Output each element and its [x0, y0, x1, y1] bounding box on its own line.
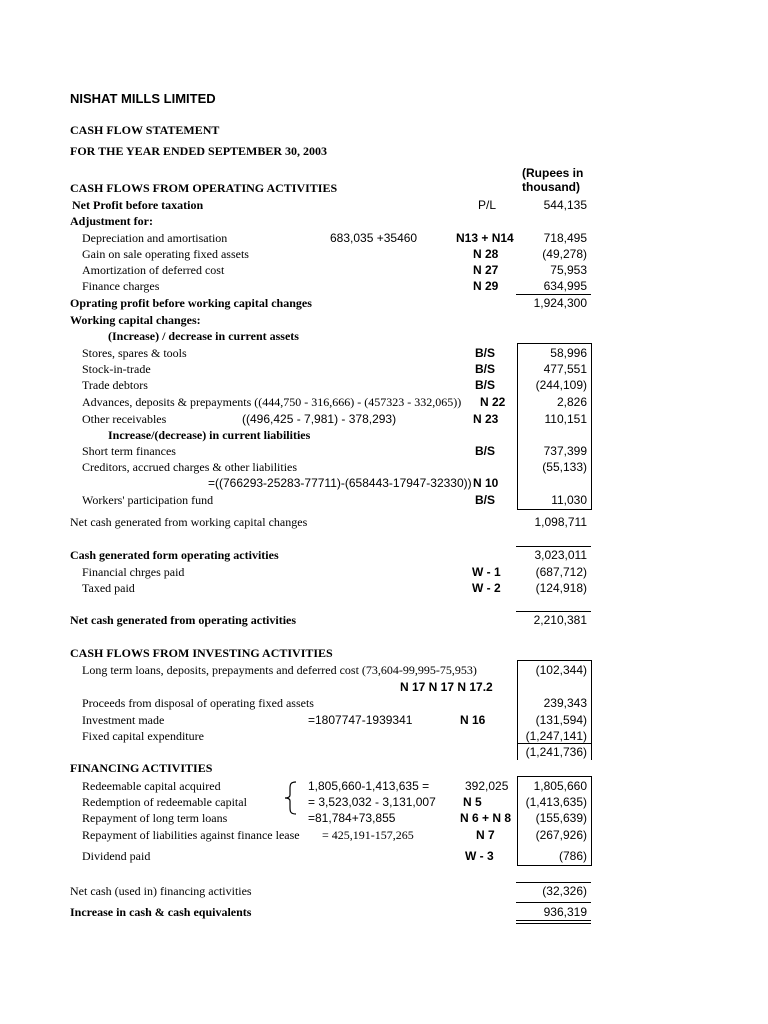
fin-charges-paid-ref: W - 1	[472, 565, 501, 579]
stock-ref: B/S	[475, 362, 496, 376]
dividend-ref: W - 3	[465, 849, 494, 863]
increase-cash-label: Increase in cash & cash equivalents	[70, 905, 252, 919]
subtotal-rule	[516, 294, 591, 295]
net-profit-ref: P/L	[478, 198, 497, 212]
double-rule-top	[516, 920, 591, 921]
gain-sale-ref: N 28	[473, 247, 499, 261]
gain-sale-label: Gain on sale operating fixed assets	[82, 247, 249, 261]
investing-heading: CASH FLOWS FROM INVESTING ACTIVITIES	[70, 646, 333, 660]
unit-label-line2: thousand)	[522, 180, 580, 194]
taxes-paid-ref: W - 2	[472, 581, 501, 595]
operating-profit-label: Oprating profit before working capital changes	[70, 296, 312, 310]
taxes-paid-label: Taxed paid	[82, 581, 135, 595]
redeemable-acq-extra: 392,025	[465, 779, 509, 793]
cash-generated-rule	[516, 546, 591, 547]
redeemable-acq-calc: 1,805,660-1,413,635 =	[308, 779, 430, 793]
net-financing-label: Net cash (used in) financing activities	[70, 884, 252, 898]
amortization-label: Amortization of deferred cost	[82, 263, 225, 277]
amortization-ref: N 27	[473, 263, 499, 277]
workers-value: 11,030	[551, 493, 587, 507]
investment-ref: N 16	[460, 713, 486, 727]
wc-heading: Working capital changes:	[70, 313, 201, 327]
stores-ref: B/S	[475, 346, 496, 360]
net-financing-rule	[516, 882, 591, 883]
net-financing-value: (32,326)	[542, 884, 587, 898]
redeemable-acq-label: Redeemable capital acquired	[82, 779, 221, 793]
depreciation-value: 718,495	[543, 231, 587, 245]
other-receivables-value: 110,151	[544, 412, 587, 426]
depreciation-ref: N13 + N14	[456, 231, 514, 245]
workers-ref: B/S	[475, 493, 496, 507]
workers-label: Workers' participation fund	[82, 493, 214, 507]
net-wc-label: Net cash generated from working capital changes	[70, 515, 308, 529]
advances-ref: N 22	[480, 395, 506, 409]
investment-value: (131,594)	[535, 713, 587, 727]
amortization-value: 75,953	[550, 263, 587, 277]
repayment-lease-ref: N 7	[476, 828, 495, 842]
short-term-value: 737,399	[543, 444, 587, 458]
gain-sale-value: (49,278)	[542, 247, 587, 261]
long-term-loans-refs: N 17 N 17 N 17.2	[400, 680, 493, 694]
stock-label: Stock-in-trade	[82, 362, 151, 376]
dividend-value: (786)	[558, 849, 587, 863]
redemption-value: (1,413,635)	[525, 795, 587, 809]
finance-charges-value: 634,995	[543, 279, 587, 293]
financing-heading: FINANCING ACTIVITIES	[70, 761, 213, 775]
statement-period: FOR THE YEAR ENDED SEPTEMBER 30, 2003	[70, 144, 328, 158]
other-receivables-ref: N 23	[473, 412, 499, 426]
double-rule-bottom	[516, 923, 591, 924]
repayment-ltl-label: Repayment of long term loans	[82, 811, 228, 825]
long-term-loans-value: (102,344)	[535, 663, 587, 677]
repayment-lease-value: (267,926)	[535, 828, 587, 842]
fin-charges-paid-label: Financial chrges paid	[82, 565, 185, 579]
net-operating-value: 2,210,381	[533, 613, 587, 627]
repayment-ltl-calc: =81,784+73,855	[308, 811, 396, 825]
other-receivables-label: Other receivables	[82, 412, 167, 426]
cash-generated-label: Cash generated form operating activities	[70, 548, 279, 562]
redemption-calc: = 3,523,032 - 3,131,007	[308, 795, 436, 809]
depreciation-calc: 683,035 +35460	[330, 231, 418, 245]
net-profit-label: Net Profit before taxation	[72, 198, 204, 212]
statement-title: CASH FLOW STATEMENT	[70, 123, 220, 137]
cash-generated-value: 3,023,011	[534, 548, 587, 562]
investing-total-rule	[517, 743, 592, 744]
investing-total-value: (1,241,736)	[525, 745, 587, 759]
capex-value: (1,247,141)	[525, 729, 587, 743]
redemption-ref: N 5	[463, 795, 482, 809]
repayment-ltl-value: (155,639)	[535, 811, 587, 825]
adjustment-heading: Adjustment for:	[70, 214, 153, 228]
creditors-calc: =((766293-25283-77711)-(658443-17947-32330))	[208, 476, 472, 490]
net-profit-value: 544,135	[543, 198, 587, 212]
proceeds-value: 239,343	[543, 696, 587, 710]
unit-label-line1: (Rupees in	[522, 166, 584, 180]
company-name: NISHAT MILLS LIMITED	[70, 91, 216, 106]
short-term-ref: B/S	[475, 444, 496, 458]
operating-profit-value: 1,924,300	[533, 296, 587, 310]
depreciation-label: Depreciation and amortisation	[82, 231, 228, 245]
increase-cash-rule	[516, 902, 591, 903]
redeemable-acq-value: 1,805,660	[533, 779, 587, 793]
debtors-value: (244,109)	[535, 378, 587, 392]
debtors-ref: B/S	[475, 378, 496, 392]
taxes-paid-value: (124,918)	[535, 581, 587, 595]
long-term-loans-label: Long term loans, deposits, prepayments and deferred cost (73,604-99,995-75,953)	[82, 663, 477, 677]
stores-value: 58,996	[550, 346, 587, 360]
finance-charges-ref: N 29	[473, 279, 499, 293]
short-term-label: Short term finances	[82, 444, 176, 458]
net-wc-value: 1,098,711	[534, 515, 587, 529]
debtors-label: Trade debtors	[82, 378, 148, 392]
dividend-label: Dividend paid	[82, 849, 151, 863]
other-receivables-calc: ((496,425 - 7,981) - 378,293)	[242, 412, 397, 426]
net-operating-rule	[516, 611, 591, 612]
repayment-lease-calc: = 425,191-157,265	[322, 828, 414, 842]
increase-cash-value: 936,319	[543, 905, 587, 919]
inc-dec-assets-heading: (Increase) / decrease in current assets	[108, 329, 299, 343]
creditors-ref: N 10	[473, 476, 499, 490]
creditors-label: Creditors, accrued charges & other liabilities	[82, 460, 298, 474]
redemption-label: Redemption of redeemable capital	[82, 795, 247, 809]
stock-value: 477,551	[543, 362, 587, 376]
repayment-ltl-ref: N 6 + N 8	[460, 811, 512, 825]
stores-label: Stores, spares & tools	[82, 346, 187, 360]
brace-icon	[284, 781, 298, 815]
advances-label: Advances, deposits & prepayments ((444,750 - 316,666) - (457323 - 332,065))	[82, 395, 462, 409]
fin-charges-paid-value: (687,712)	[535, 565, 587, 579]
inc-dec-liab-heading: Increase/(decrease) in current liabilities	[108, 428, 311, 442]
investment-calc: =1807747-1939341	[308, 713, 413, 727]
advances-value: 2,826	[556, 395, 587, 409]
repayment-lease-label: Repayment of liabilities against finance lease	[82, 828, 300, 842]
net-operating-label: Net cash generated from operating activities	[70, 613, 297, 627]
capex-label: Fixed capital expenditure	[82, 729, 204, 743]
proceeds-label: Proceeds from disposal of operating fixed assets	[82, 696, 314, 710]
creditors-value: (55,133)	[542, 460, 587, 474]
finance-charges-label: Finance charges	[82, 279, 160, 293]
investment-label: Investment made	[82, 713, 165, 727]
operating-heading: CASH FLOWS FROM OPERATING ACTIVITIES	[70, 181, 338, 195]
